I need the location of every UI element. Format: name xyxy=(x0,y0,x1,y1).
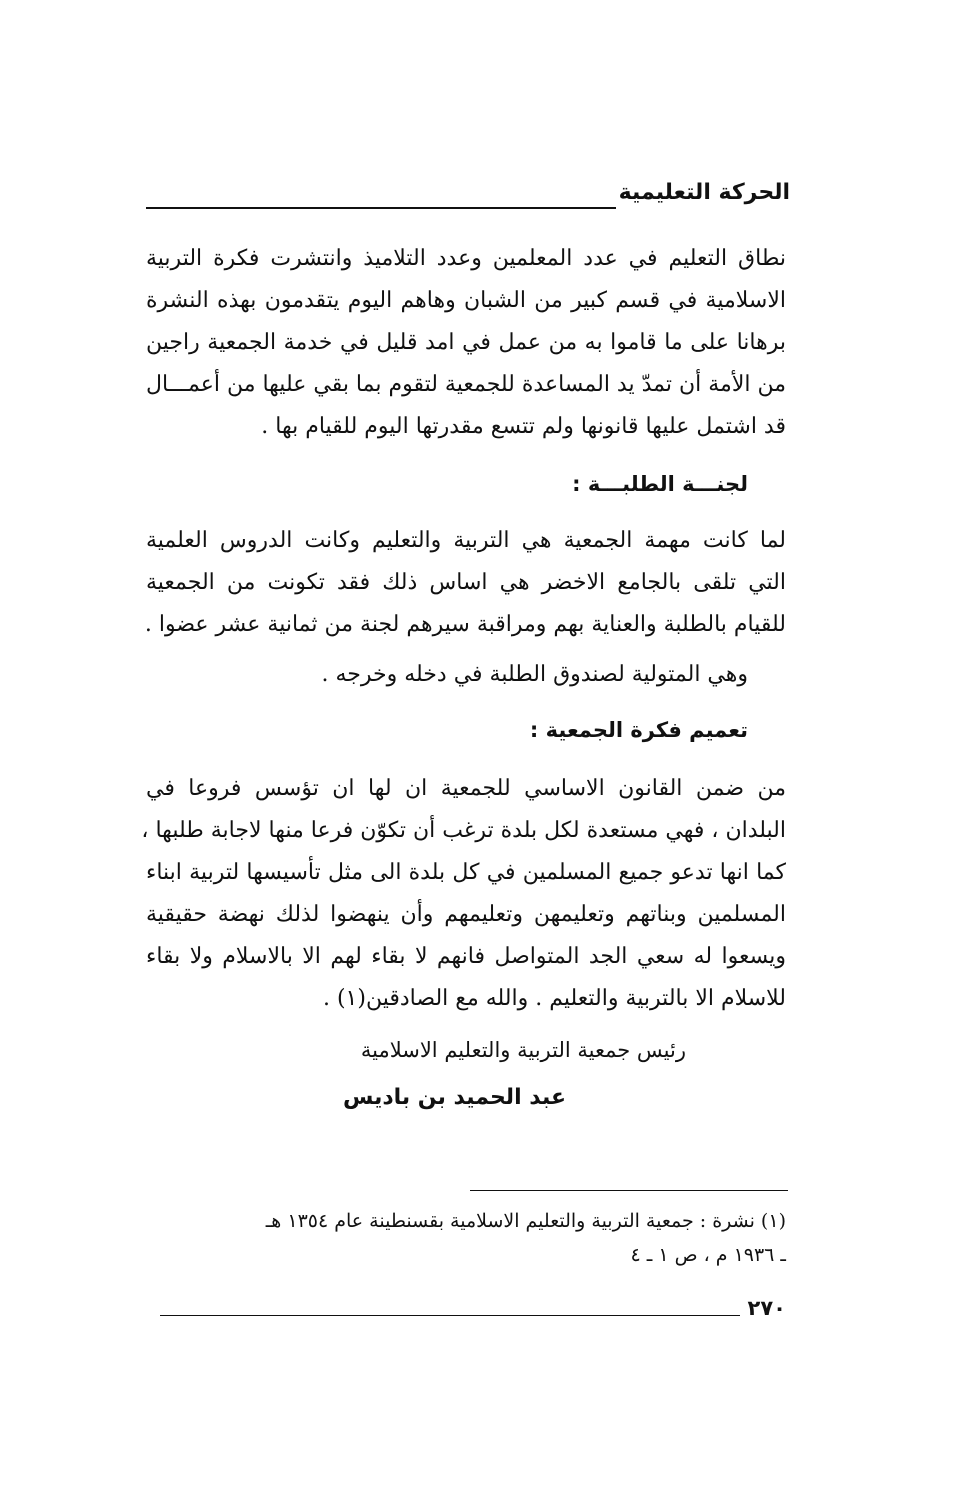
header-rule xyxy=(146,207,616,209)
paragraph-line: الاسلامية في قسم كبير من الشبان وهاهم اليوم يتقدمون بهذه النشرة xyxy=(146,288,786,313)
paragraph-line: نطاق التعليم في عدد المعلمين وعدد التلاميذ وانتشرت فكرة التربية xyxy=(146,246,786,271)
paragraph-line: من الأمة أن تمدّ يد المساعدة للجمعية لتقوم بما بقي عليها من أعمـــال xyxy=(145,372,786,397)
paragraph-line: قد اشتمل عليها قانونها ولم تتسع مقدرتها اليوم للقيام بها . xyxy=(261,414,786,439)
footnote-line: (١) نشرة : جمعية التربية والتعليم الاسلامية بقسنطينة عام ١٣٥٤ هـ xyxy=(265,1210,786,1232)
paragraph-line: التي تلقى بالجامع الاخضر هي اساس ذلك فقد تكونت من الجمعية xyxy=(146,570,786,595)
signature-name: عبد الحميد بن باديس xyxy=(342,1085,566,1110)
paragraph-line: من ضمن القانون الاساسي للجمعية ان لها ان تؤسس فروعا في xyxy=(146,776,786,801)
paragraph-line: وهي المتولية لصندوق الطلبة في دخله وخرجه . xyxy=(321,662,748,687)
paragraph-line: للاسلام الا بالتربية والتعليم . والله مع الصادقين(١) . xyxy=(322,986,786,1011)
signature-title: رئيس جمعية التربية والتعليم الاسلامية xyxy=(360,1038,686,1062)
paragraph-line: كما انها تدعو جميع المسلمين في كل بلدة الى مثل تأسيسها لتربية ابناء xyxy=(146,860,786,885)
paragraph-line: برهانا على ما قاموا به من عمل في امد قليل في خدمة الجمعية راجين xyxy=(146,330,786,355)
paragraph-line: ويسعوا له سعي الجد المتواصل فانهم لا بقاء لهم الا بالاسلام ولا بقاء xyxy=(146,944,786,969)
section-heading-spreading-idea: تعميم فكرة الجمعية : xyxy=(529,718,748,742)
footer-rule xyxy=(160,1315,740,1316)
paragraph-line: لما كانت مهمة الجمعية هي التربية والتعليم وكانت الدروس العلمية xyxy=(146,528,786,553)
paragraph-line: للقيام بالطلبة والعناية بهم ومراقبة سيرهم لجنة من ثمانية عشر عضوا . xyxy=(144,612,786,637)
section-heading-students-committee: لجنـــة الطلبـــة : xyxy=(572,472,748,496)
page-number: ٢٧٠ xyxy=(747,1296,786,1320)
footnote-rule xyxy=(470,1190,788,1191)
paragraph-line: المسلمين وبناتهم وتعليمهن وتعليمهم وأن ينهضوا لذلك نهضة حقيقية xyxy=(146,902,786,927)
running-header: الحركة التعليمية xyxy=(618,180,790,205)
paragraph-line: البلدان ، فهي مستعدة لكل بلدة ترغب أن تكوّن فرعا منها لاجابة طلبها ، xyxy=(141,818,786,843)
footnote-line: ـ ١٩٣٦ م ، ص ١ ـ ٤ xyxy=(630,1244,786,1266)
